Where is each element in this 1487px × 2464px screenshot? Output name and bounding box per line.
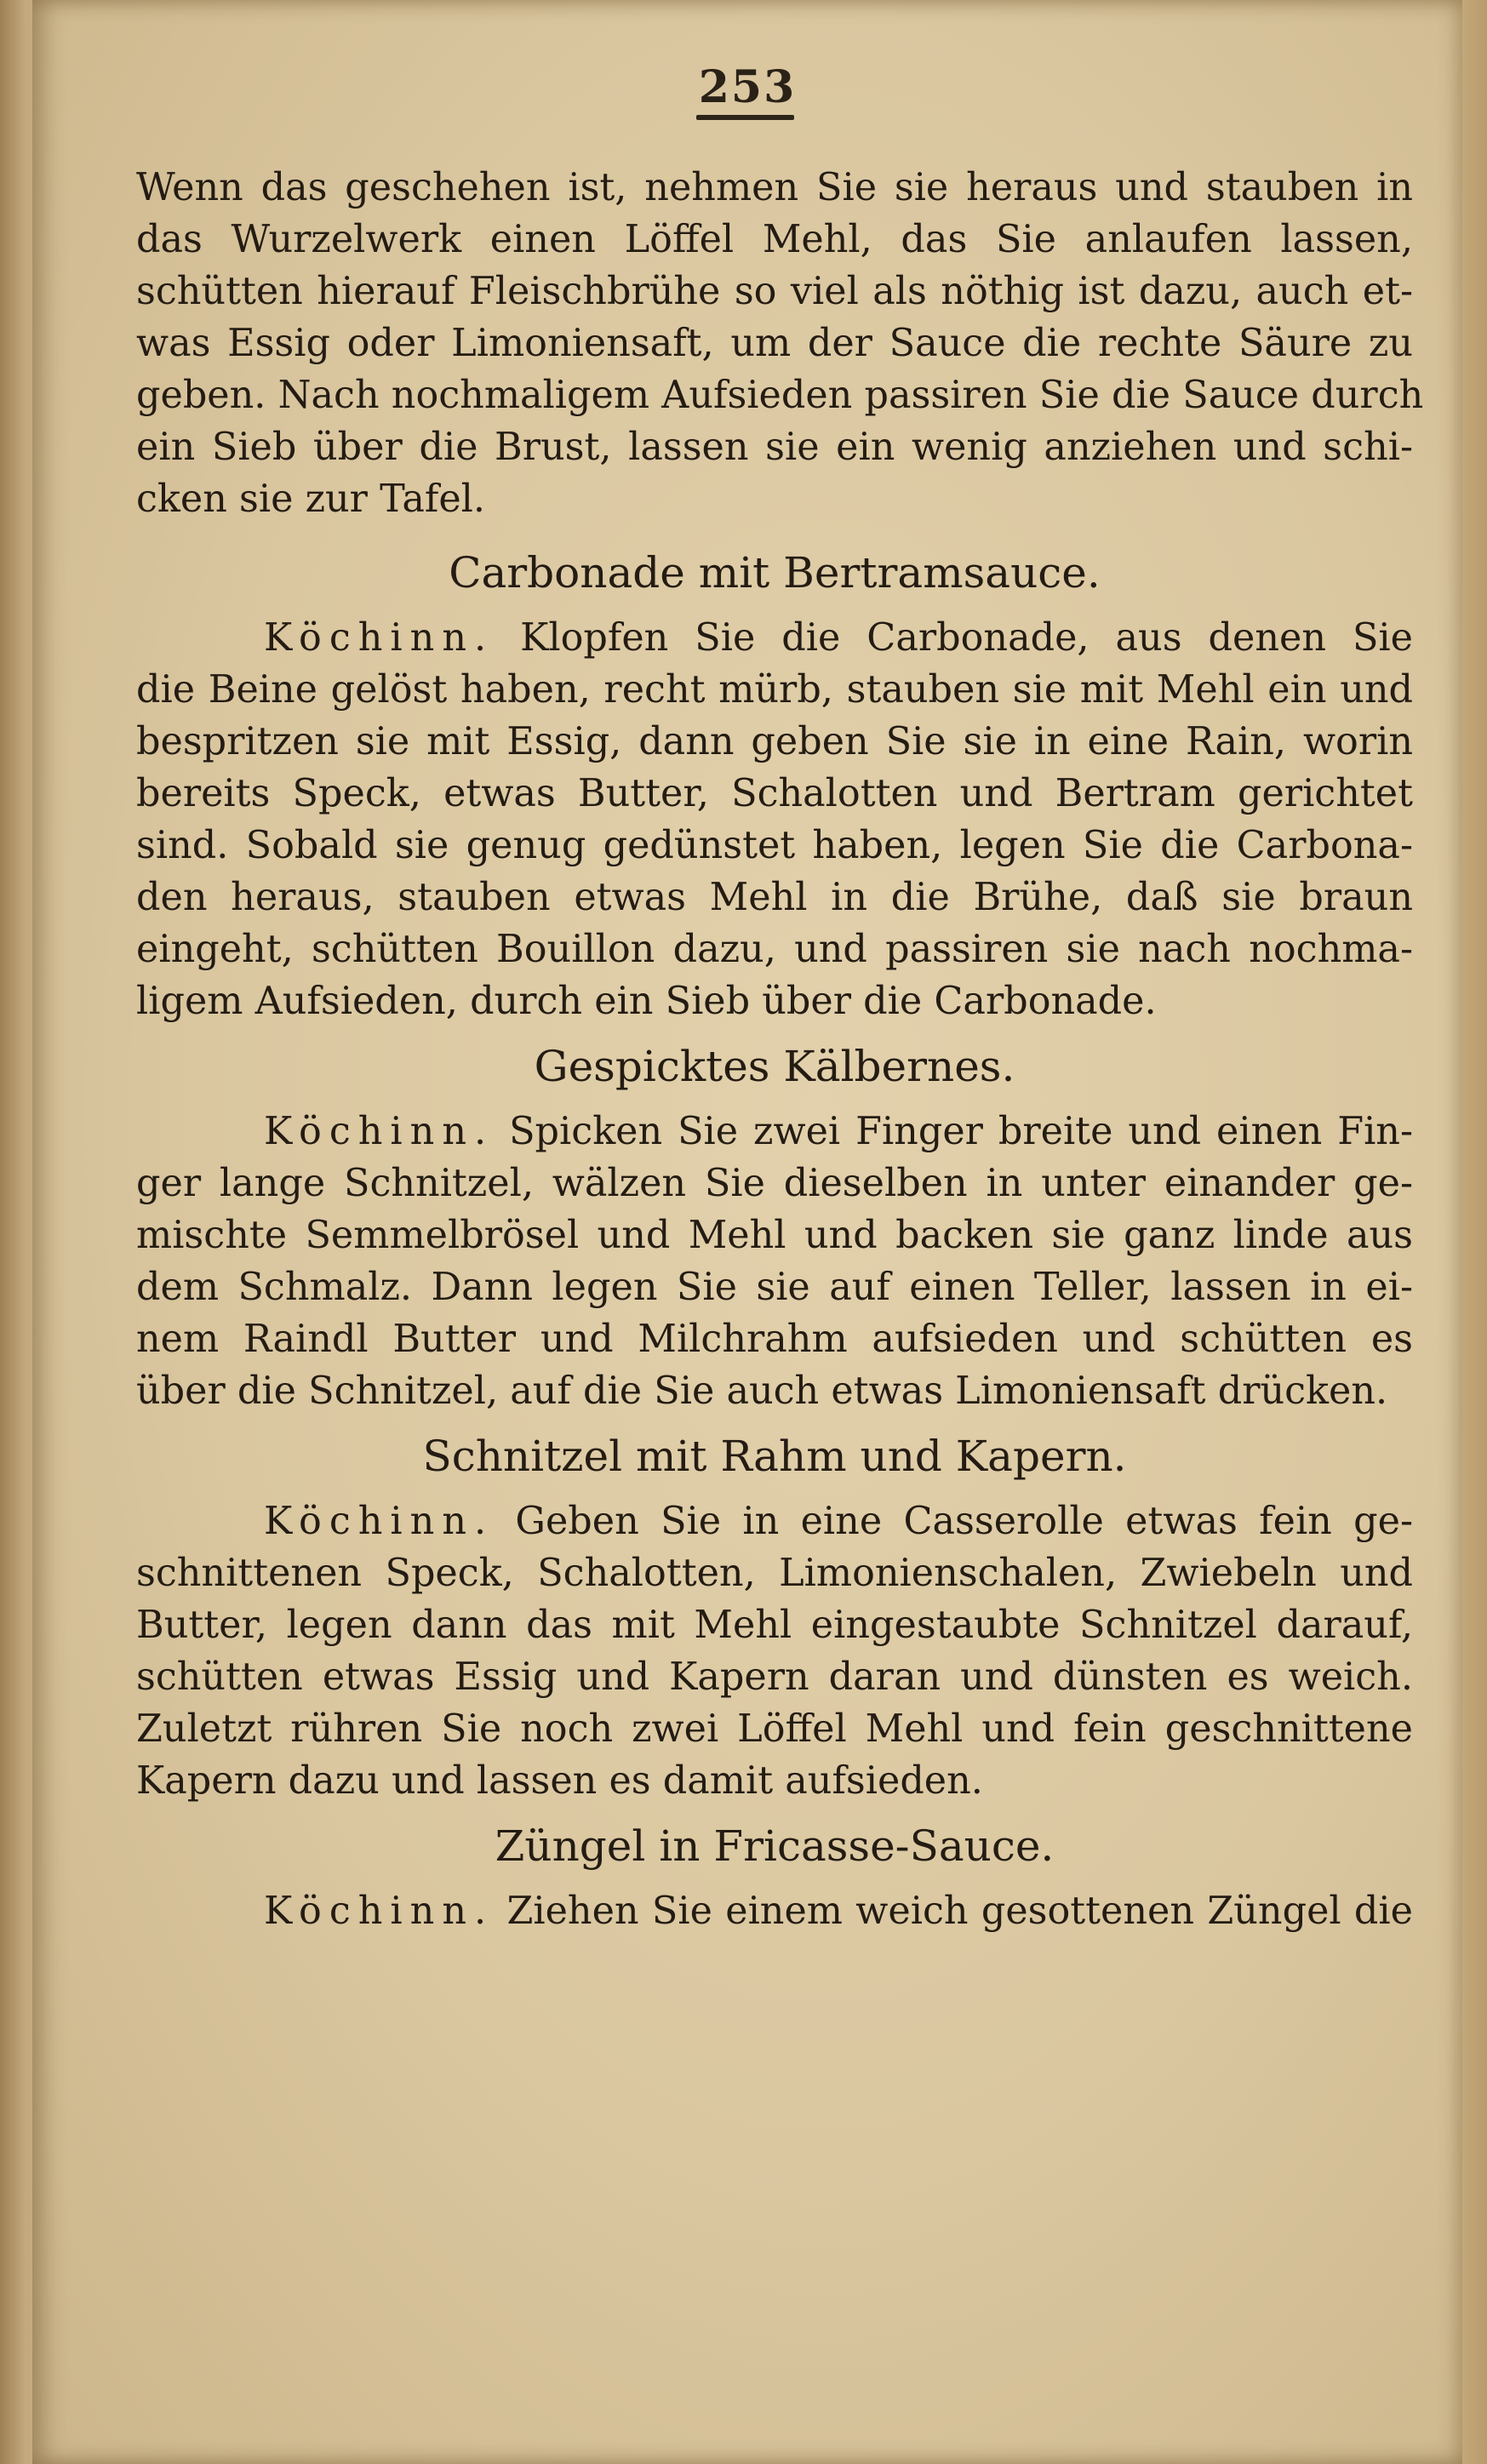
text-line: Butter, legen dann das mit Mehl eingestaubte Schnitzel darauf, (136, 1604, 1413, 1647)
recipe-title: Carbonade mit Bertramsauce. (449, 548, 1101, 597)
text-span: Klopfen Sie die Carbonade, aus denen Sie (520, 616, 1413, 660)
header-rule (696, 115, 794, 120)
page-text (136, 162, 1424, 1937)
text-line: ger lange Schnitzel, wälzen Sie dieselben in unter einander ge- (136, 1162, 1413, 1205)
text-line: nem Raindl Butter und Milchrahm aufsieden und schütten es (136, 1318, 1413, 1361)
text-line: ligem Aufsieden, durch ein Sieb über die Carbonade. (136, 980, 1157, 1023)
text-line: das Wurzelwerk einen Löffel Mehl, das Sie anlaufen lassen, (136, 218, 1413, 261)
book-page (32, 0, 1462, 2464)
text-line (136, 1495, 1413, 1547)
speaker-label: Köchinn. (264, 1500, 495, 1543)
recipe-title: Züngel in Fricasse-Sauce. (495, 1821, 1055, 1871)
text-line: Kapern dazu und lassen es damit aufsieden. (136, 1759, 983, 1803)
text-line: bereits Speck, etwas Butter, Schalotten und Bertram gerichtet (136, 772, 1413, 815)
text-line: bespritzen sie mit Essig, dann geben Sie sie in eine Rain, worin (136, 720, 1413, 763)
speaker-label: Köchinn. (264, 1110, 495, 1153)
text-line: über die Schnitzel, auf die Sie auch etwas Limoniensaft drücken. (136, 1369, 1388, 1413)
recipe-body (136, 1495, 1413, 1807)
text-line: mischte Semmelbrösel und Mehl und backen sie ganz linde aus (136, 1214, 1413, 1257)
text-line: Wenn das geschehen ist, nehmen Sie sie heraus und stauben in (136, 166, 1413, 209)
text-line: schütten etwas Essig und Kapern daran und dünsten es weich. (136, 1655, 1413, 1699)
text-span: Ziehen Sie einem weich gesottenen Züngel die (506, 1889, 1413, 1933)
text-span: Geben Sie in eine Casserolle etwas fein ge- (515, 1500, 1413, 1543)
text-line: dem Schmalz. Dann legen Sie sie auf einen Teller, lassen in ei- (136, 1266, 1413, 1309)
speaker-label: Köchinn. (264, 1889, 495, 1933)
text-line: den heraus, stauben etwas Mehl in die Brühe, daß sie braun (136, 876, 1413, 919)
text-span: Spicken Sie zwei Finger breite und einen Fin- (509, 1110, 1413, 1153)
text-line: schütten hierauf Fleischbrühe so viel als nöthig ist dazu, auch et- (136, 270, 1413, 313)
recipe-body (136, 612, 1413, 1027)
text-line: Zuletzt rühren Sie noch zwei Löffel Mehl und fein geschnittene (136, 1707, 1413, 1751)
recipe-title: Schnitzel mit Rahm und Kapern. (422, 1432, 1127, 1481)
recipe-body (136, 1106, 1413, 1417)
recipe-body (136, 1885, 1413, 1937)
recipe-title: Gespicktes Kälbernes. (534, 1042, 1015, 1091)
text-line: cken sie zur Tafel. (136, 477, 486, 521)
page-number: 253 (698, 61, 797, 113)
text-line: ein Sieb über die Brust, lassen sie ein wenig anziehen und schi- (136, 426, 1413, 469)
text-line: sind. Sobald sie genug gedünstet haben, legen Sie die Carbona- (136, 824, 1413, 867)
text-line (136, 1106, 1413, 1158)
text-line: geben. Nach nochmaligem Aufsieden passiren Sie die Sauce durch (136, 374, 1424, 417)
text-line: was Essig oder Limoniensaft, um der Sauce die rechte Säure zu (136, 322, 1413, 365)
text-line (136, 1885, 1413, 1937)
text-line: die Beine gelöst haben, recht mürb, stauben sie mit Mehl ein und (136, 668, 1413, 712)
speaker-label: Köchinn. (264, 616, 495, 660)
text-line (136, 612, 1413, 664)
text-line: eingeht, schütten Bouillon dazu, und passiren sie nach nochma- (136, 928, 1413, 971)
text-line: schnittenen Speck, Schalotten, Limonienschalen, Zwiebeln und (136, 1552, 1413, 1595)
paragraph-continuation (136, 162, 1424, 525)
